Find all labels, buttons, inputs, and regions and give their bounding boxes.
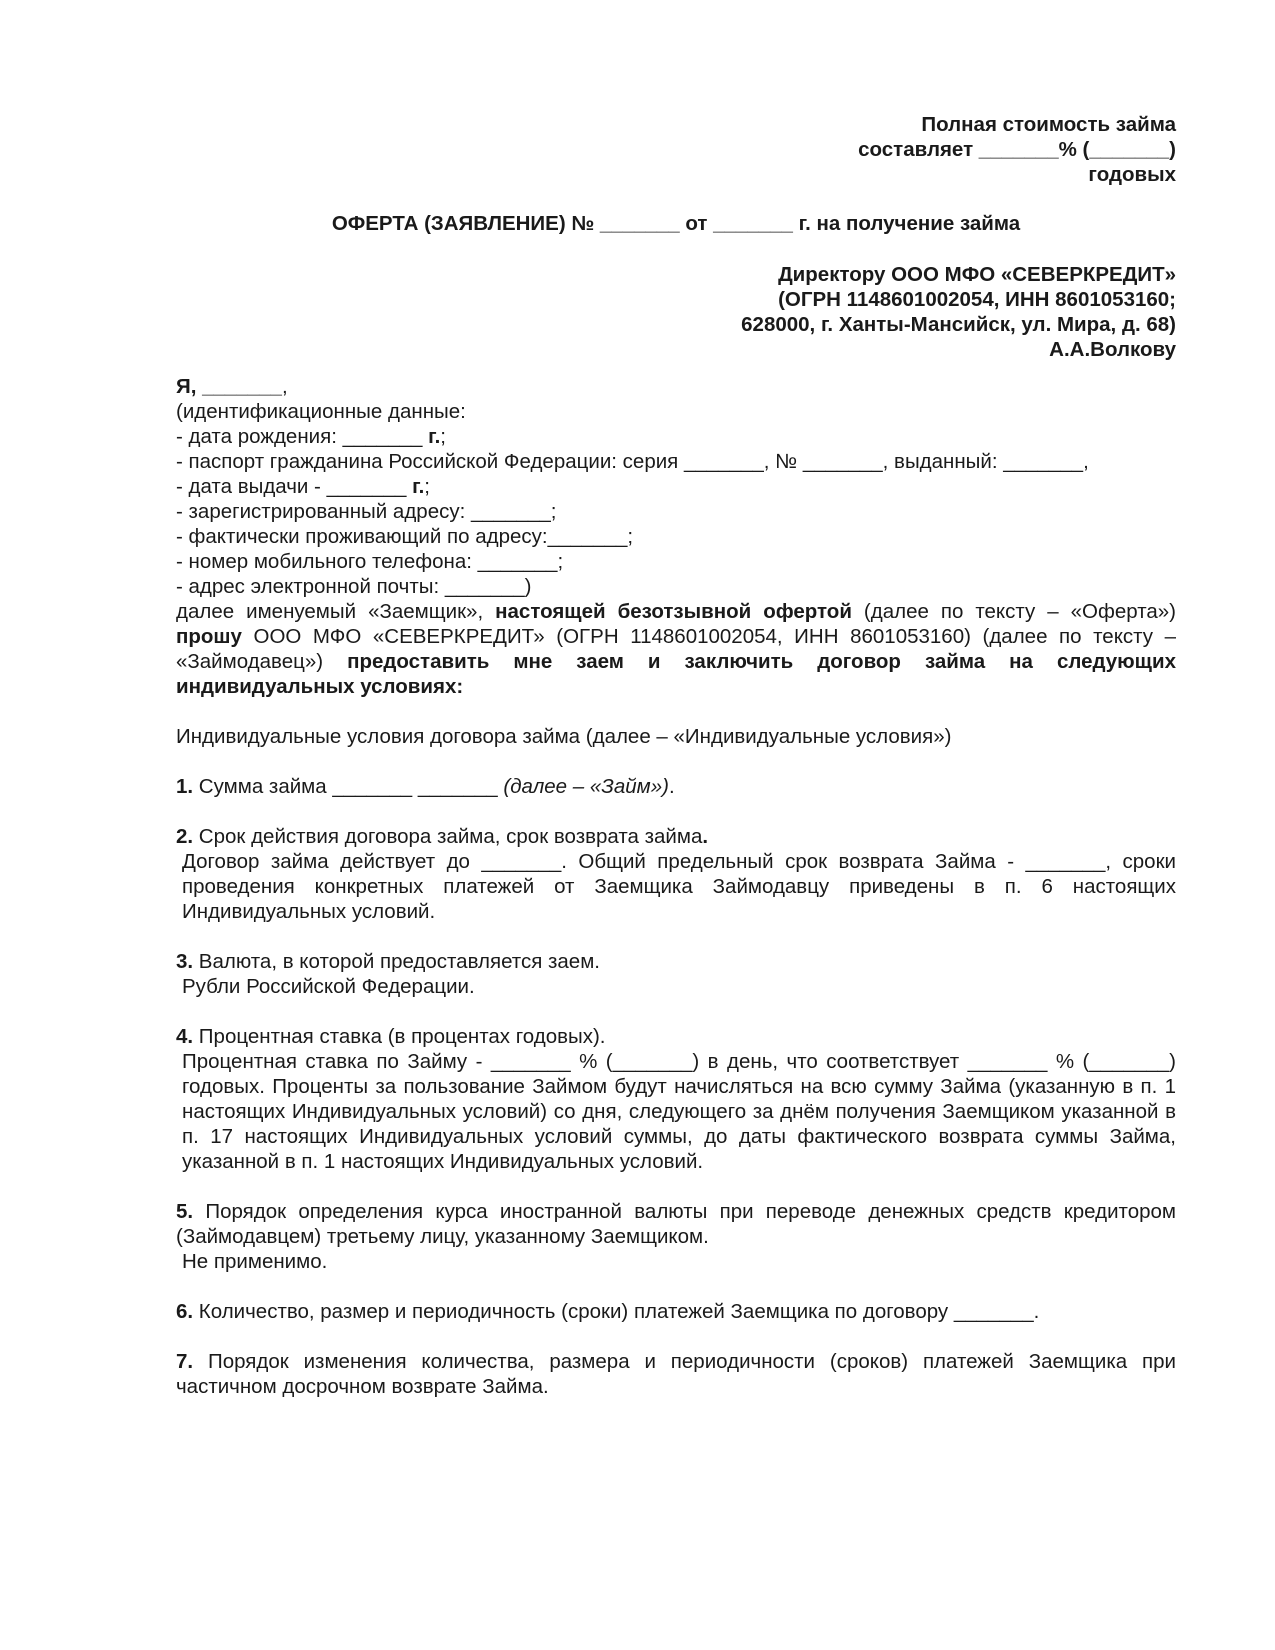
ident-title: (идентификационные данные:	[176, 400, 466, 423]
loan-cost-line-2: составляет _______% (_______)	[858, 138, 1176, 161]
addressee-line-2: (ОГРН 1148601002054, ИНН 8601053160;	[778, 288, 1176, 311]
offer-text-2: (далее по тексту – «Оферта»)	[851, 600, 1176, 623]
condition-1	[176, 774, 1176, 799]
condition-7-text: Порядок изменения количества, размера и периодичности (сроков) платежей Заемщика при частичном досрочном возврате Займа.	[176, 1350, 1176, 1398]
condition-7	[176, 1349, 1176, 1399]
birth-date-year-mark: г.	[428, 425, 441, 448]
issue-date-label: - дата выдачи - _______	[176, 475, 413, 498]
condition-3-body: Рубли Российской Федерации.	[182, 975, 475, 998]
condition-4-body: Процентная ставка по Займу - _______ % (_______) в день, что соответствует _______ % (_______) годовых. Проценты за пользование Займом будут начисляться на всю сумму Займа (указанную в п. 1 настоящих Индивидуальных условий) со дня, следующего за днём получения Заемщиком указанной в п. 17 настоящих Индивидуальных условий суммы, до даты фактического возврата суммы Займа, указанной в п. 1 настоящих Индивидуальных условий.	[182, 1050, 1176, 1173]
offer-bold-2: прошу	[176, 625, 242, 648]
condition-2-title-text: Срок действия договора займа, срок возврата займа	[193, 825, 703, 848]
condition-1-number: 1.	[176, 775, 194, 798]
condition-3-title	[176, 949, 1176, 974]
phone-line: - номер мобильного телефона: _______;	[176, 550, 564, 573]
condition-6-text: Количество, размер и периодичность (сроки) платежей Заемщика по договору _______.	[193, 1300, 1040, 1323]
condition-1-italic: (далее – «Займ»)	[503, 775, 669, 798]
condition-2-title	[176, 824, 1176, 849]
condition-3-title-text: Валюта, в которой предоставляется заем.	[193, 950, 600, 973]
loan-cost-block	[176, 112, 1176, 187]
condition-1-text: Сумма займа _______ _______	[193, 775, 504, 798]
condition-4-title-text: Процентная ставка (в процентах годовых).	[193, 1025, 606, 1048]
applicant-name: Я, _______	[176, 375, 282, 398]
email-line: - адрес электронной почты: _______)	[176, 575, 532, 598]
passport-line: - паспорт гражданина Российской Федерации: серия _______, № _______, выданный: _______,	[176, 450, 1089, 473]
birth-date-line	[176, 424, 1176, 449]
condition-3-number: 3.	[176, 950, 194, 973]
condition-5-body: Не применимо.	[182, 1250, 328, 1273]
applicant-name-comma: ,	[281, 375, 288, 398]
issue-date-end: ;	[424, 475, 430, 498]
offer-text-1: далее именуемый «Заемщик»,	[176, 600, 496, 623]
issue-date-line	[176, 474, 1176, 499]
addressee-line-4: А.А.Волкову	[1049, 338, 1176, 361]
applicant-name-line	[176, 374, 1176, 399]
condition-1-end: .	[668, 775, 675, 798]
offer-text-3: ООО МФО «СЕВЕРКРЕДИТ» (ОГРН 1148601002054, ИНН 8601053160) (далее по тексту – «Займодавец»)	[176, 625, 1176, 673]
birth-date-end: ;	[440, 425, 446, 448]
addressee-line-1: Директору ООО МФО «СЕВЕРКРЕДИТ»	[778, 263, 1176, 286]
document-page	[176, 112, 1176, 1399]
condition-7-number: 7.	[176, 1350, 194, 1373]
addressee-block	[176, 262, 1176, 362]
condition-4-title	[176, 1024, 1176, 1049]
registered-address-line: - зарегистрированный адресу: _______;	[176, 500, 557, 523]
birth-date-label: - дата рождения: _______	[176, 425, 429, 448]
condition-2-number: 2.	[176, 825, 194, 848]
issue-date-year-mark: г.	[412, 475, 425, 498]
offer-bold-3: предоставить мне заем и заключить договор займа на следующих индивидуальных условиях:	[176, 650, 1176, 698]
condition-4-number: 4.	[176, 1025, 194, 1048]
offer-bold-1: настоящей безотзывной офертой	[495, 600, 852, 623]
condition-5-title-text: Порядок определения курса иностранной валюты при переводе денежных средств кредитором (Займодавцем) третьему лицу, указанному Заемщиком.	[176, 1200, 1176, 1248]
applicant-block	[176, 374, 1176, 599]
condition-6	[176, 1299, 1176, 1324]
document-title: ОФЕРТА (ЗАЯВЛЕНИЕ) № _______ от _______ г. на получение займа	[331, 212, 1021, 235]
loan-cost-line-3: годовых	[1088, 163, 1176, 186]
conditions-intro: Индивидуальные условия договора займа (далее – «Индивидуальные условия»)	[176, 725, 952, 748]
condition-2-body: Договор займа действует до _______. Общий предельный срок возврата Займа - _______, сроки проведения конкретных платежей от Заемщика Займодавцу приведены в п. 6 настоящих Индивидуальных условий.	[182, 850, 1176, 923]
condition-2-title-dot: .	[702, 825, 709, 848]
actual-address-line: - фактически проживающий по адресу:_______;	[176, 525, 634, 548]
condition-5-title	[176, 1199, 1176, 1249]
offer-paragraph	[176, 599, 1176, 699]
loan-cost-line-1: Полная стоимость займа	[921, 113, 1176, 136]
condition-6-number: 6.	[176, 1300, 194, 1323]
condition-5-number: 5.	[176, 1200, 194, 1223]
addressee-line-3: 628000, г. Ханты-Мансийск, ул. Мира, д. 68)	[741, 313, 1176, 336]
